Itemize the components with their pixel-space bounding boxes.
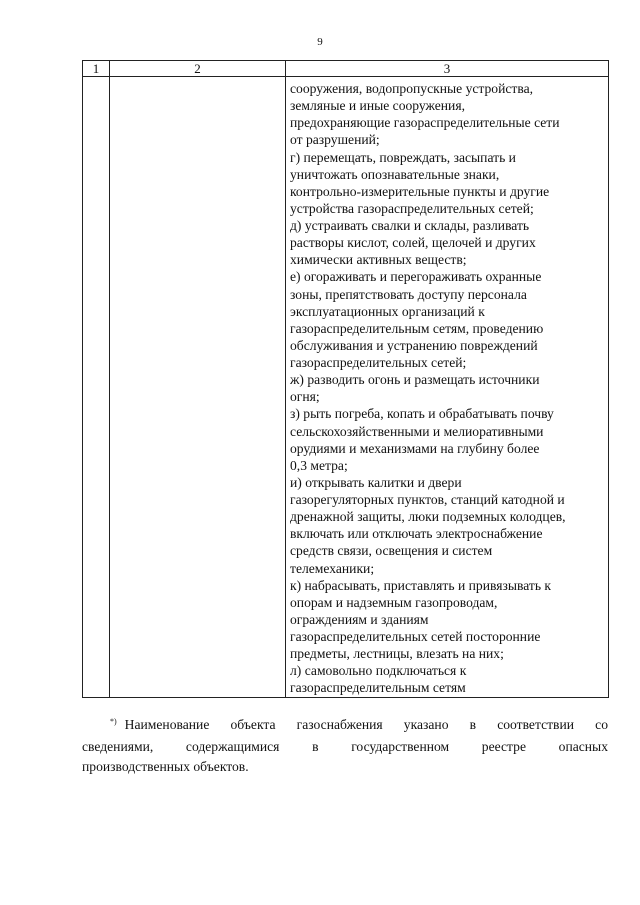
text-line: е) огораживать и перегораживать охранные xyxy=(290,269,542,285)
text-line: эксплуатационных организаций к xyxy=(290,303,485,319)
text-line: предохраняющие газораспределительные сети xyxy=(290,115,560,131)
text-line: ж) разводить огонь и размещать источники xyxy=(290,372,540,388)
text-line: з) рыть погреба, копать и обрабатывать почву xyxy=(290,406,554,422)
table-cell-col1 xyxy=(83,77,110,698)
footnote xyxy=(82,715,608,777)
text-line: от разрушений; xyxy=(290,132,380,148)
text-line: включать или отключать электроснабжение xyxy=(290,526,543,542)
text-line: г) перемещать, повреждать, засыпать и xyxy=(290,149,516,165)
text-line: огня; xyxy=(290,389,320,405)
text-line: растворы кислот, солей, щелочей и других xyxy=(290,235,536,251)
text-line: газораспределительных сетей посторонние xyxy=(290,629,541,644)
table-cell-col2 xyxy=(110,77,286,698)
text-line: зоны, препятствовать доступу персонала xyxy=(290,286,527,302)
column-header-2: 2 xyxy=(110,61,286,77)
table-header-row xyxy=(83,61,609,77)
text-line: сооружения, водопропускные устройства, xyxy=(290,81,534,96)
text-line: к) набрасывать, приставлять и привязывать к xyxy=(290,577,552,593)
text-line: газораспределительным сетям xyxy=(290,680,466,696)
text-line: уничтожать опознавательные знаки, xyxy=(290,166,500,182)
text-line: земляные и иные сооружения, xyxy=(290,98,465,114)
text-line: ограждениям и зданиям xyxy=(290,611,429,627)
footnote-marker: *) xyxy=(110,717,117,726)
table-row xyxy=(83,77,609,698)
column-header-1: 1 xyxy=(83,61,110,77)
table-cell-col3 xyxy=(286,77,609,698)
text-line: опорам и надземным газопроводам, xyxy=(290,594,498,610)
text-line: обслуживания и устранению повреждений xyxy=(290,337,538,353)
footnote-line: производственных объектов. xyxy=(82,759,249,774)
text-line: газорегуляторных пунктов, станций катодной и xyxy=(290,492,565,507)
text-line: и) открывать калитки и двери xyxy=(290,474,462,490)
text-line: газораспределительным сетям, проведению xyxy=(290,320,544,336)
text-line: сельскохозяйственными и мелиоративными xyxy=(290,423,544,439)
text-line: 0,3 метра; xyxy=(290,457,348,473)
page-number: 9 xyxy=(317,36,323,48)
text-line: контрольно-измерительные пункты и другие xyxy=(290,183,550,199)
document-table xyxy=(82,60,609,698)
footnote-line: сведениями, содержащимися в государственном реестре опасных xyxy=(82,739,608,754)
text-line: предметы, лестницы, влезать на них; xyxy=(290,646,504,662)
text-line: газораспределительных сетей; xyxy=(290,355,467,370)
text-line: телемеханики; xyxy=(290,560,375,576)
prohibitions-text xyxy=(286,77,608,697)
text-line: химически активных веществ; xyxy=(290,252,467,268)
footnote-text-1: Наименование объекта газоснабжения указано в соответствии со xyxy=(124,717,608,732)
text-line: л) самовольно подключаться к xyxy=(290,663,467,679)
text-line: средств связи, освещения и систем xyxy=(290,543,493,559)
text-line: орудиями и механизмами на глубину более xyxy=(290,440,540,456)
text-line: д) устраивать свалки и склады, разливать xyxy=(290,218,530,233)
column-header-3: 3 xyxy=(286,61,609,77)
text-line: устройства газораспределительных сетей; xyxy=(290,200,534,216)
text-line: дренажной защиты, люки подземных колодцев, xyxy=(290,509,566,525)
footnote-line xyxy=(82,715,608,737)
